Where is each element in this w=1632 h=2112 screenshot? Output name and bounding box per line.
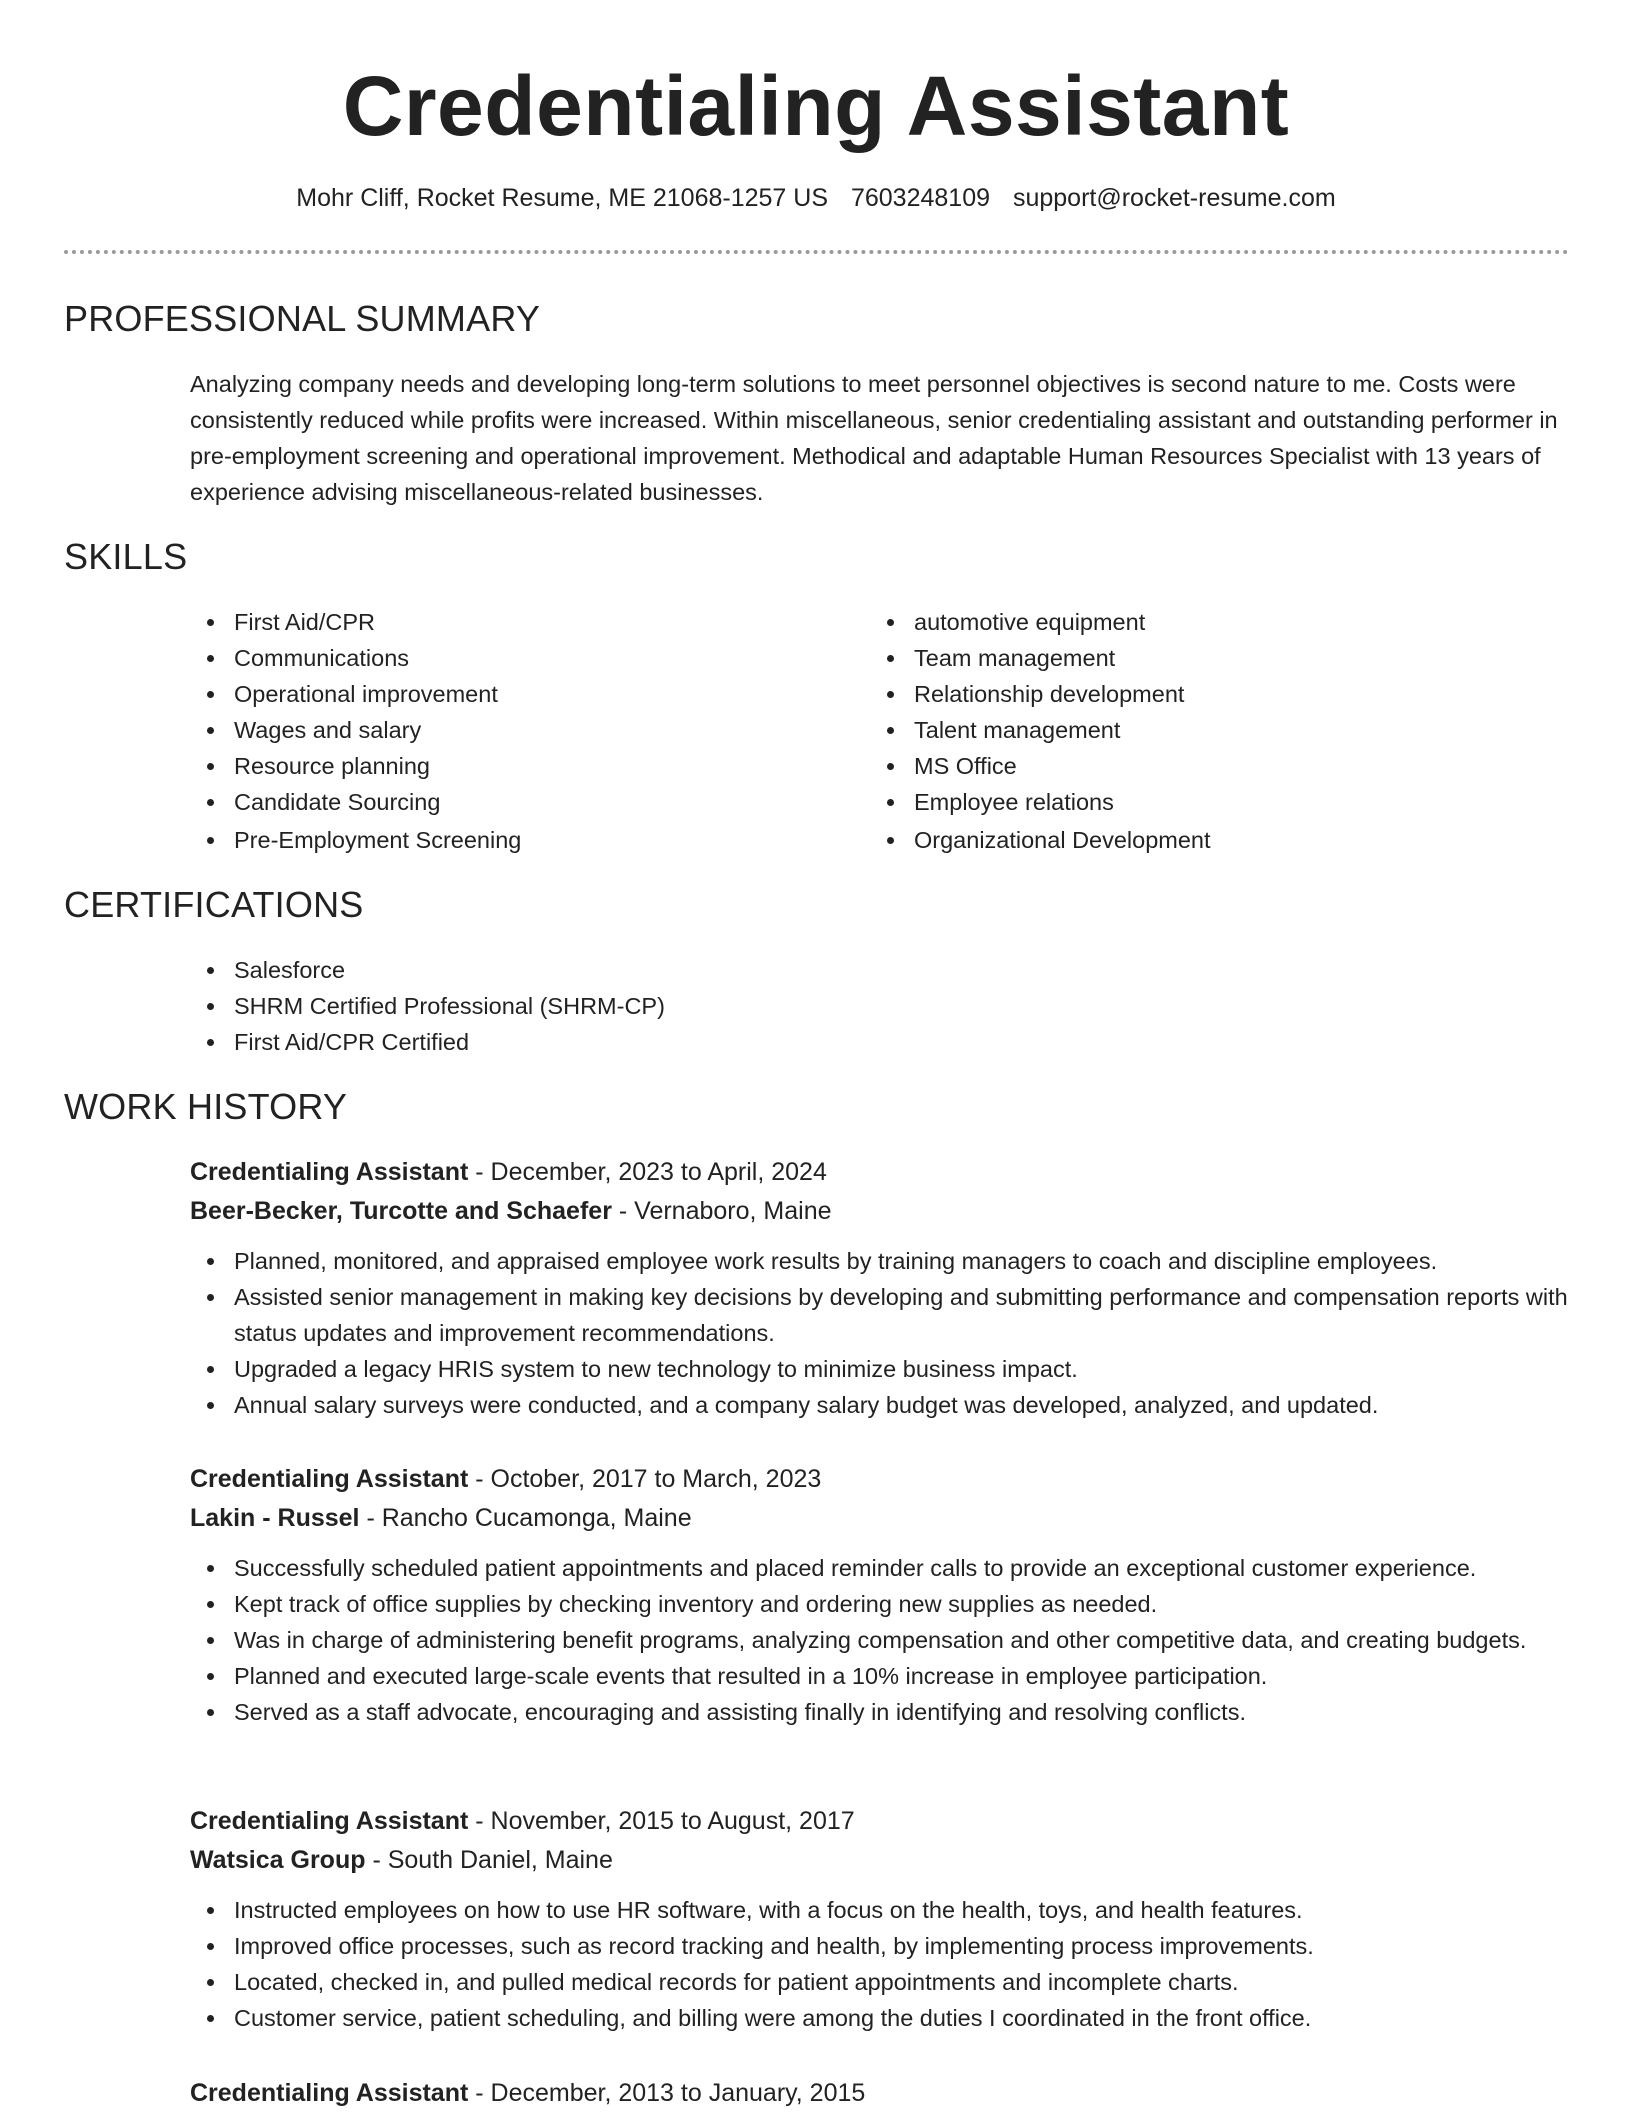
work-history-heading: WORK HISTORY <box>64 1086 348 1127</box>
skill-item: Employee relations <box>870 784 1520 820</box>
skills-heading: SKILLS <box>64 536 188 577</box>
certification-item: First Aid/CPR Certified <box>190 1024 1090 1060</box>
summary-text: Analyzing company needs and developing long-term solutions to meet personnel objectives is second nature to me. Costs were consistently reduced while profits were increased. Within miscellaneous, senior credentialing assistant and outstanding performer in pre-employment screening and operational improvement. Methodical and adaptable Human Resources Specialist with 13 years of experience advising miscellaneous-related businesses. <box>190 371 1558 505</box>
job-entry <box>190 2074 1570 2112</box>
contact-line <box>0 182 1632 214</box>
skill-item: Talent management <box>870 712 1520 748</box>
job-duties-list <box>190 1892 1570 2036</box>
contact-address: Mohr Cliff, Rocket Resume, ME 21068-1257 US <box>296 184 829 212</box>
job-company-line <box>190 1841 1570 1880</box>
job-location: - Vernaboro, Maine <box>611 1197 832 1225</box>
job-company: Beer-Becker, Turcotte and Schaefer <box>190 1197 612 1225</box>
job-duty: Upgraded a legacy HRIS system to new technology to minimize business impact. <box>190 1351 1570 1387</box>
job-entry <box>190 1153 1570 1423</box>
job-title-line <box>190 1460 1570 1499</box>
job-location: - South Daniel, Maine <box>365 1846 613 1874</box>
job-duty: Planned, monitored, and appraised employee work results by training managers to coach and discipline employees. <box>190 1243 1570 1279</box>
job-duty: Located, checked in, and pulled medical records for patient appointments and incomplete charts. <box>190 1964 1570 2000</box>
job-duty: Improved office processes, such as record tracking and health, by implementing process improvements. <box>190 1928 1570 1964</box>
certifications-heading: CERTIFICATIONS <box>64 884 364 925</box>
job-duty: Planned and executed large-scale events that resulted in a 10% increase in employee participation. <box>190 1658 1570 1694</box>
skill-item: Wages and salary <box>190 712 840 748</box>
job-entry <box>190 1802 1570 2036</box>
job-company-line <box>190 1192 1570 1231</box>
skill-item: Resource planning <box>190 748 840 784</box>
certification-item: SHRM Certified Professional (SHRM-CP) <box>190 988 1090 1024</box>
job-title-line <box>190 1153 1570 1192</box>
job-entry <box>190 1460 1570 1730</box>
skill-item: Team management <box>870 640 1520 676</box>
skills-list-left <box>190 604 840 858</box>
job-duty: Was in charge of administering benefit programs, analyzing compensation and other competitive data, and creating budgets. <box>190 1622 1570 1658</box>
job-role: Credentialing Assistant <box>190 1807 469 1835</box>
skill-item: Operational improvement <box>190 676 840 712</box>
job-title-line <box>190 1802 1570 1841</box>
job-dates: - November, 2015 to August, 2017 <box>468 1807 855 1835</box>
job-duties-list <box>190 1550 1570 1730</box>
summary-heading: PROFESSIONAL SUMMARY <box>64 298 541 339</box>
job-duty: Instructed employees on how to use HR software, with a focus on the health, toys, and health features. <box>190 1892 1570 1928</box>
skill-item: MS Office <box>870 748 1520 784</box>
job-role: Credentialing Assistant <box>190 2079 469 2107</box>
skill-item: First Aid/CPR <box>190 604 840 640</box>
skill-item: Relationship development <box>870 676 1520 712</box>
job-duty: Kept track of office supplies by checking inventory and ordering new supplies as needed. <box>190 1586 1570 1622</box>
skill-item: Organizational Development <box>870 822 1520 858</box>
job-company: Lakin - Russel <box>190 1504 360 1532</box>
job-dates: - December, 2013 to January, 2015 <box>468 2079 866 2107</box>
job-role: Credentialing Assistant <box>190 1465 469 1493</box>
skill-item: Candidate Sourcing <box>190 784 840 820</box>
job-duty: Annual salary surveys were conducted, and a company salary budget was developed, analyzed, and updated. <box>190 1387 1570 1423</box>
certification-item: Salesforce <box>190 952 1090 988</box>
skill-item: automotive equipment <box>870 604 1520 640</box>
job-role: Credentialing Assistant <box>190 1158 469 1186</box>
resume-name: Credentialing Assistant <box>342 59 1290 153</box>
header-divider <box>64 250 1569 254</box>
job-duty: Served as a staff advocate, encouraging and assisting finally in identifying and resolving conflicts. <box>190 1694 1570 1730</box>
job-dates: - December, 2023 to April, 2024 <box>468 1158 827 1186</box>
job-duty: Customer service, patient scheduling, and billing were among the duties I coordinated in the front office. <box>190 2000 1570 2036</box>
job-company-line <box>190 1499 1570 1538</box>
skills-list-right <box>870 604 1520 858</box>
job-duty: Assisted senior management in making key decisions by developing and submitting performance and compensation reports with status updates and improvement recommendations. <box>190 1279 1570 1351</box>
contact-phone: 7603248109 <box>850 184 991 212</box>
job-location: - Rancho Cucamonga, Maine <box>359 1504 692 1532</box>
skill-item: Communications <box>190 640 840 676</box>
job-dates: - October, 2017 to March, 2023 <box>468 1465 822 1493</box>
job-duties-list <box>190 1243 1570 1423</box>
job-title-line <box>190 2074 1570 2112</box>
skill-item: Pre-Employment Screening <box>190 822 840 858</box>
job-duty: Successfully scheduled patient appointments and placed reminder calls to provide an exceptional customer experience. <box>190 1550 1570 1586</box>
certifications-list <box>190 952 1090 1060</box>
job-company: Watsica Group <box>190 1846 366 1874</box>
contact-email: support@rocket-resume.com <box>1012 184 1336 212</box>
